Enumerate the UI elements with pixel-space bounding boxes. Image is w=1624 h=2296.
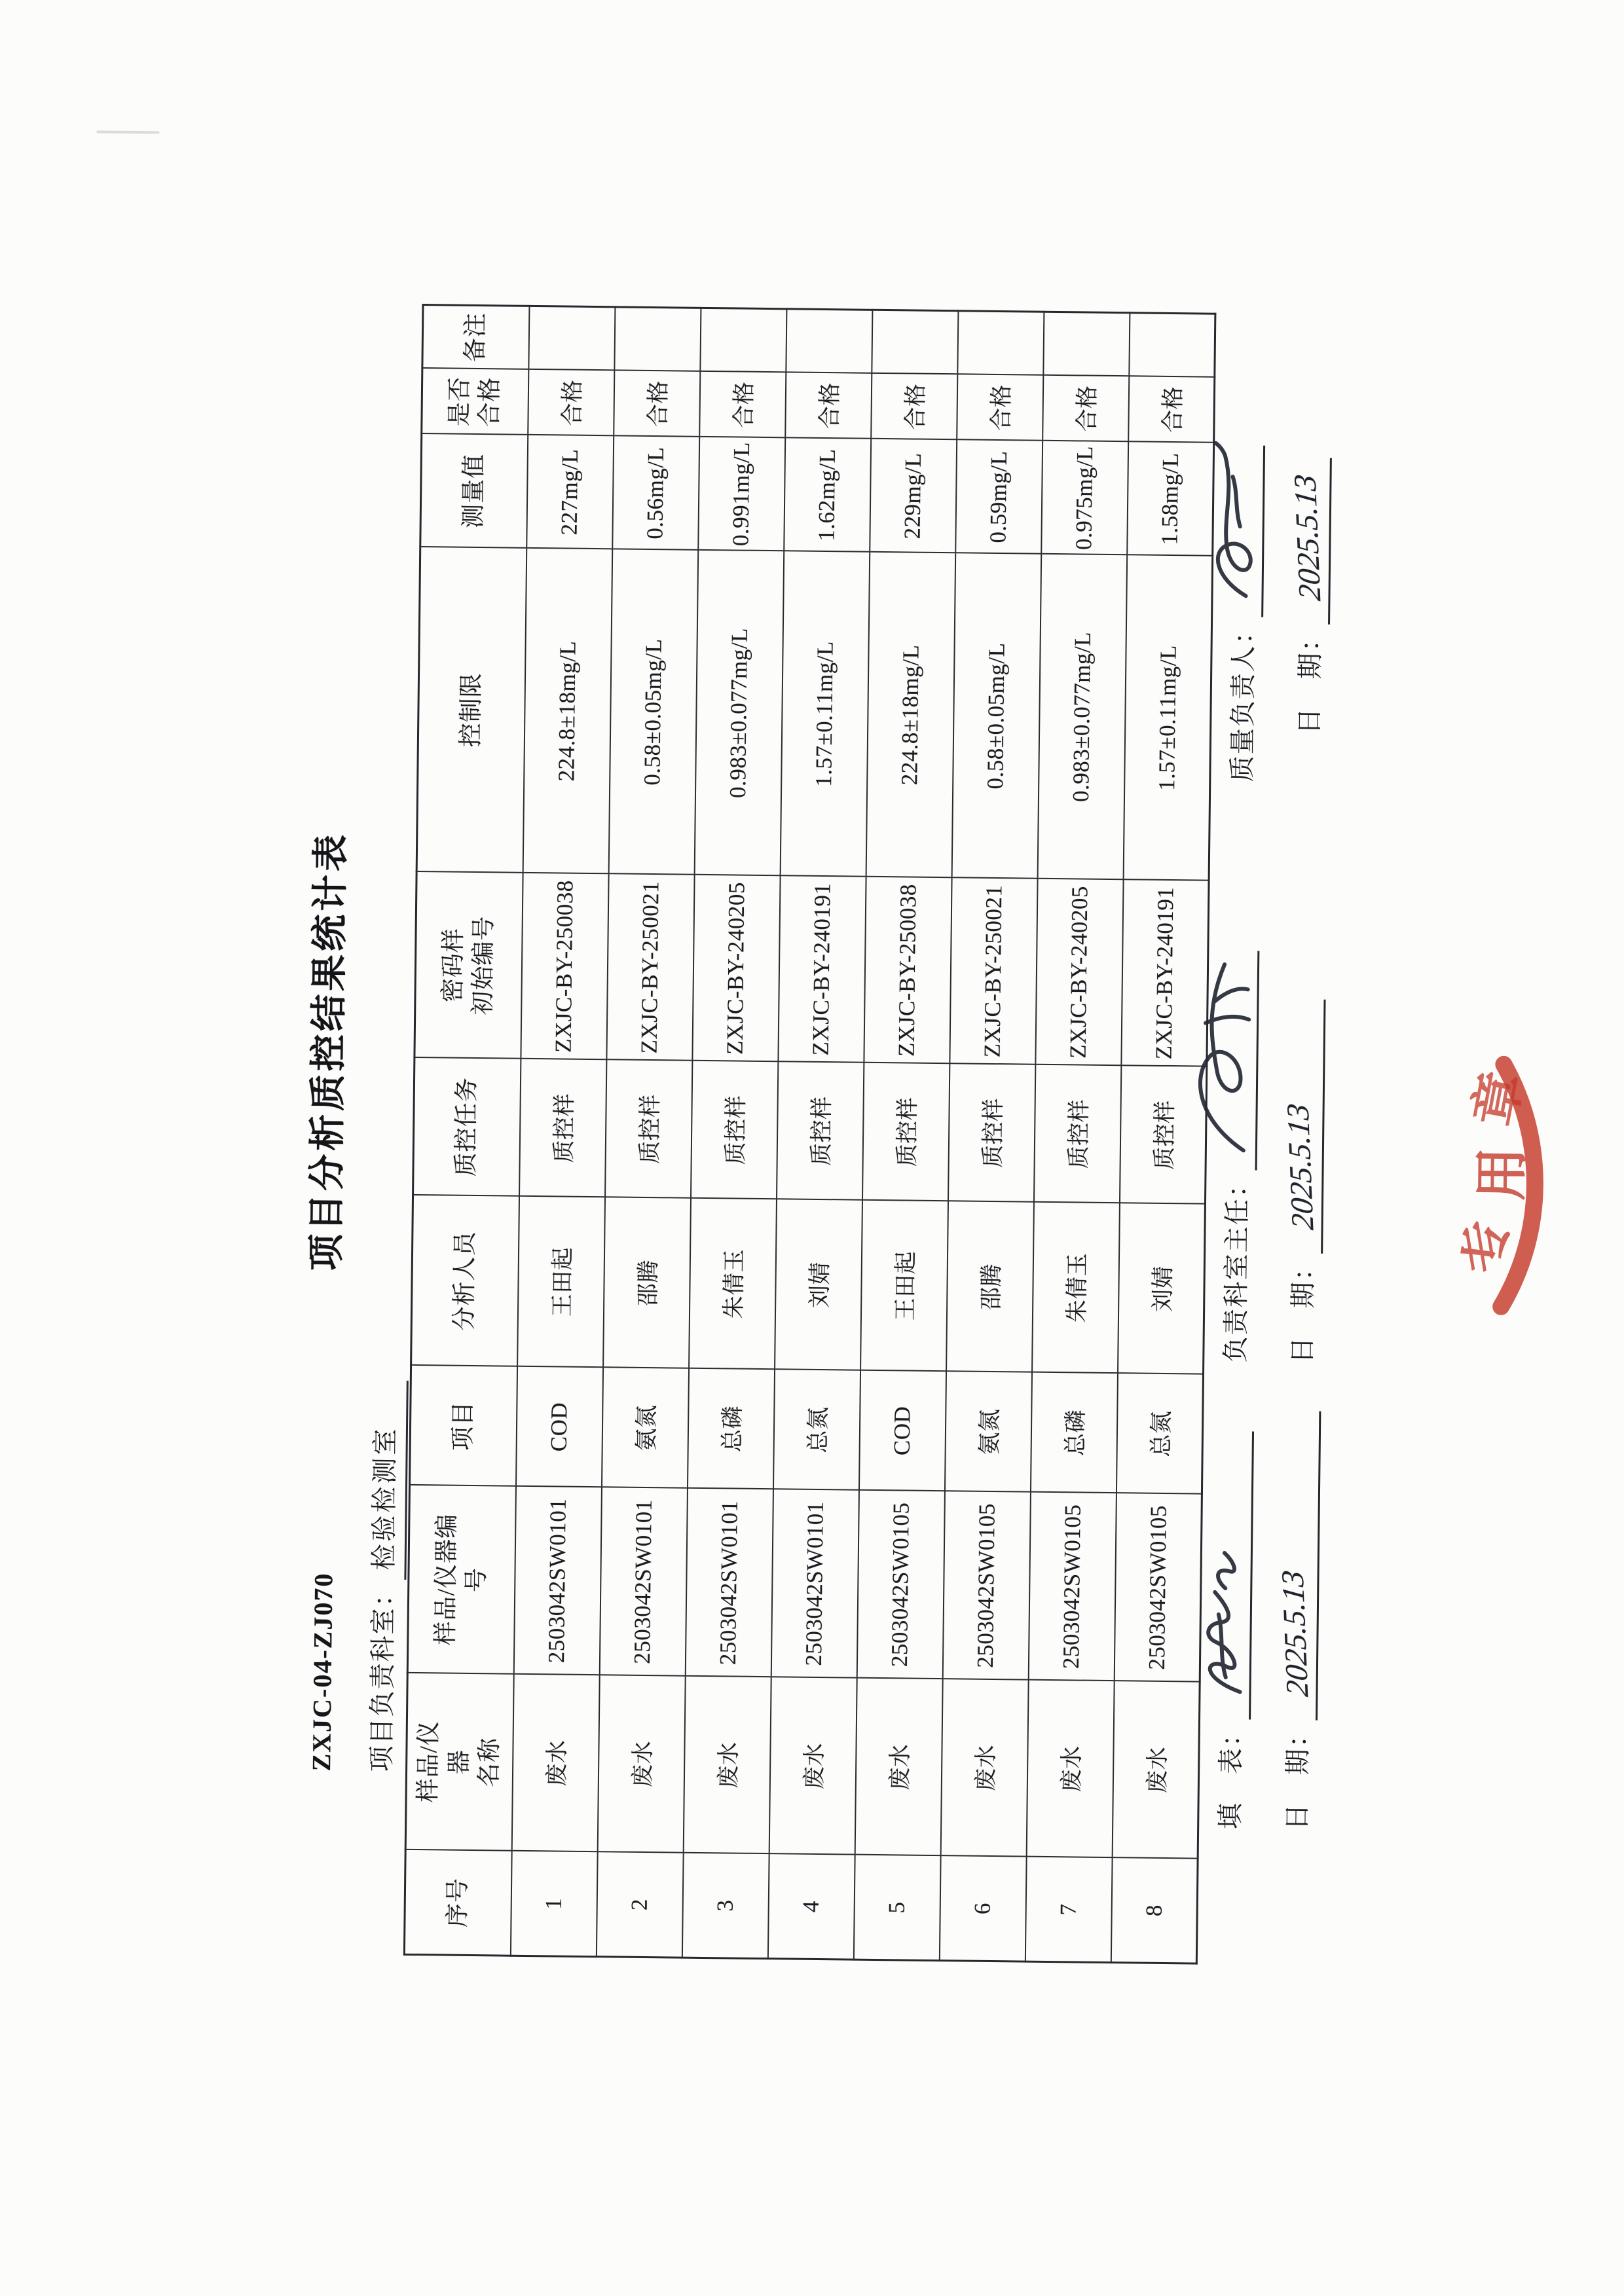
table-cell: 1.57±0.11mg/L: [780, 551, 870, 877]
table-cell: 总磷: [1030, 1372, 1117, 1493]
table-cell: 229mg/L: [870, 439, 957, 553]
table-cell: ZXJC-BY-240205: [692, 875, 780, 1061]
column-header: 分析人员: [411, 1195, 519, 1366]
table-cell: 2503042SW0101: [771, 1489, 858, 1678]
table-cell: 合格: [957, 374, 1043, 441]
table-cell: 224.8±18mg/L: [866, 552, 955, 877]
quality-manager-signature-group: [1201, 445, 1332, 783]
table-cell: 224.8±18mg/L: [523, 548, 612, 873]
table-cell: 刘婧: [1118, 1203, 1206, 1374]
table-cell: 2503042SW0101: [685, 1488, 773, 1677]
filler-signature-line: [1189, 1430, 1254, 1719]
table-cell: 0.983±0.077mg/L: [1037, 554, 1127, 879]
table-cell: 1.57±0.11mg/L: [1123, 555, 1213, 881]
table-cell: 合格: [1043, 375, 1129, 441]
table-cell: 质控样: [519, 1059, 606, 1197]
table-cell: 0.56mg/L: [612, 436, 699, 550]
table-cell: 合格: [528, 369, 614, 435]
table-cell: 质控样: [691, 1061, 778, 1199]
filler-date-line: [1255, 1411, 1321, 1721]
seal-arc-icon: [1437, 920, 1624, 1446]
handwritten-signature: [1186, 948, 1267, 1158]
handwritten-signature: [1198, 441, 1272, 606]
handwritten-date: 2025.5.13: [1280, 1102, 1321, 1231]
table-cell: 1: [510, 1851, 597, 1956]
handwritten-date: 2025.5.13: [1275, 1569, 1316, 1698]
table-cell: 总氮: [773, 1370, 860, 1490]
table-cell: 王田起: [517, 1196, 605, 1367]
stamp-char: 章: [1464, 1066, 1534, 1131]
table-cell: 0.58±0.05mg/L: [951, 553, 1041, 879]
table-cell: 3: [682, 1853, 769, 1958]
filler-date-label: 日 期：: [1282, 1720, 1314, 1831]
table-body: [510, 306, 1215, 1963]
table-cell: 氨氮: [944, 1372, 1031, 1492]
table-cell: 合格: [1128, 376, 1215, 443]
column-header: 测量值: [420, 434, 528, 549]
section-chief-signature-line: [1195, 950, 1260, 1170]
department-value: 检验检测室: [363, 1380, 408, 1580]
page-title: 项目分析质控结果统计表: [306, 831, 352, 1271]
table-cell: 王田起: [860, 1200, 948, 1371]
stamp-char: 专: [1454, 1214, 1522, 1277]
column-header: 是否 合格: [422, 369, 528, 435]
table-cell: 227mg/L: [526, 435, 614, 549]
table-cell: 合格: [614, 371, 700, 437]
section-chief-date-label: 日 期：: [1287, 1253, 1319, 1364]
stamp-char: 用: [1472, 1146, 1532, 1201]
table-cell: 0.983±0.077mg/L: [694, 550, 784, 875]
quality-manager-date-line: [1268, 458, 1332, 625]
table-cell: 质控样: [777, 1062, 864, 1200]
section-chief-label: 负责科室主任：: [1221, 1169, 1253, 1363]
table-cell: [786, 309, 872, 373]
table-cell: COD: [858, 1370, 946, 1491]
table-cell: 邵腾: [603, 1197, 691, 1368]
department-label: 项目负责科室：: [367, 1579, 399, 1772]
table-cell: 质控样: [862, 1063, 949, 1201]
table-cell: 总磷: [687, 1368, 774, 1489]
table-cell: ZXJC-BY-250021: [606, 874, 694, 1061]
table-cell: 废水: [1026, 1680, 1114, 1857]
column-header: 样品/仪器编 号: [407, 1485, 515, 1674]
section-chief-date-line: [1261, 999, 1325, 1254]
table-cell: 质控样: [1119, 1066, 1206, 1204]
table-cell: 废水: [511, 1674, 599, 1851]
table-cell: 总氮: [1116, 1374, 1203, 1494]
quality-manager-signature-line: [1201, 445, 1265, 617]
table-cell: 0.991mg/L: [698, 437, 785, 551]
table-cell: [872, 310, 958, 374]
table-cell: 2503042SW0105: [942, 1491, 1030, 1680]
table-cell: [700, 308, 786, 372]
column-header: 序号: [404, 1850, 511, 1956]
table-cell: 2: [596, 1852, 683, 1958]
handwritten-signature: [1186, 1510, 1260, 1707]
table-cell: 0.58±0.05mg/L: [608, 549, 698, 875]
department-line: [361, 1380, 409, 1772]
table-cell: 氨氮: [601, 1368, 688, 1488]
column-header: 质控任务: [413, 1057, 521, 1196]
table-cell: 废水: [769, 1677, 857, 1855]
table-cell: 6: [939, 1856, 1026, 1961]
table-cell: 合格: [785, 373, 872, 439]
table-cell: 合格: [699, 371, 786, 437]
table-header-row: [404, 305, 529, 1956]
table-cell: [957, 311, 1044, 375]
table-cell: ZXJC-BY-250038: [521, 873, 608, 1059]
table-cell: 7: [1025, 1857, 1112, 1962]
section-chief-signature-group: [1194, 951, 1326, 1364]
table-cell: ZXJC-BY-240191: [1121, 880, 1209, 1066]
table-cell: COD: [516, 1366, 603, 1487]
qc-results-table: [403, 304, 1217, 1965]
table-cell: 5: [853, 1855, 940, 1960]
table-cell: ZXJC-BY-250038: [864, 877, 951, 1063]
table-cell: ZXJC-BY-240191: [778, 876, 866, 1063]
table-cell: 邵腾: [946, 1201, 1034, 1372]
table-cell: 质控样: [948, 1064, 1035, 1202]
quality-manager-date-label: 日 期：: [1295, 624, 1326, 735]
table-cell: 8: [1111, 1858, 1198, 1963]
table-cell: 质控样: [1033, 1065, 1120, 1203]
table-cell: 废水: [940, 1679, 1028, 1857]
column-header: 备注: [422, 305, 529, 370]
table-cell: 废水: [855, 1678, 942, 1855]
table-cell: 4: [767, 1854, 855, 1959]
column-header: 项目: [410, 1365, 517, 1486]
table-cell: 合格: [871, 373, 957, 439]
rotated-content: [7, 0, 1624, 2296]
quality-manager-label: 质量负责人：: [1227, 617, 1259, 782]
table-cell: 0.59mg/L: [955, 440, 1043, 554]
table-cell: 刘婧: [775, 1199, 862, 1370]
table-cell: ZXJC-BY-250021: [950, 878, 1037, 1065]
table-cell: 2503042SW0101: [513, 1486, 601, 1675]
table-cell: 朱倩玉: [689, 1198, 777, 1369]
table-cell: [1043, 312, 1130, 376]
table-cell: 1.62mg/L: [784, 438, 871, 552]
column-header: 密码样 初始编号: [415, 871, 523, 1059]
column-header: 样品/仪 器 名称: [405, 1673, 513, 1851]
column-header: 控制限: [416, 547, 526, 873]
table-cell: 废水: [597, 1675, 685, 1853]
table-cell: 2503042SW0101: [599, 1487, 687, 1676]
table-cell: 2503042SW0105: [857, 1490, 944, 1679]
pencil-mark: [96, 130, 159, 134]
table-cell: 0.975mg/L: [1041, 441, 1128, 555]
table-cell: 2503042SW0105: [1028, 1492, 1116, 1681]
table-cell: 2503042SW0105: [1114, 1493, 1202, 1682]
table-cell: 1.58mg/L: [1127, 442, 1214, 556]
table-cell: 朱倩玉: [1032, 1202, 1120, 1373]
filler-label: 填 表：: [1215, 1719, 1247, 1830]
table-cell: 质控样: [605, 1060, 692, 1198]
table-cell: [528, 306, 615, 370]
filler-signature-group: [1189, 1410, 1321, 1830]
table-cell: 废水: [683, 1676, 771, 1853]
table-cell: [1129, 313, 1215, 377]
table-cell: 废水: [1112, 1681, 1200, 1859]
red-seal-stamp: [1437, 920, 1624, 1446]
table-cell: [614, 307, 701, 371]
handwritten-date: 2025.5.13: [1287, 473, 1328, 602]
table-cell: ZXJC-BY-240205: [1035, 879, 1123, 1065]
form-code: ZXJC-04-ZJ070: [306, 1572, 339, 1772]
